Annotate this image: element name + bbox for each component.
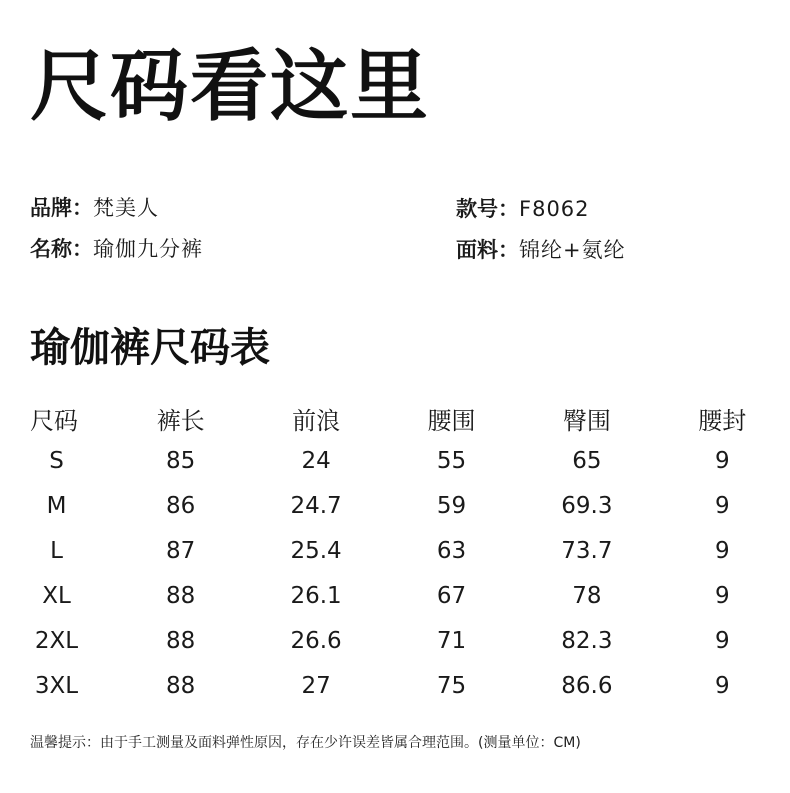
- header-pants-length: 裤长: [156, 406, 205, 435]
- size-chart-table: [0, 398, 790, 708]
- product-name-label: 名称：: [30, 237, 93, 261]
- fabric-value: 锦纶+氨纶: [519, 238, 626, 262]
- page-title: 尺码看这里: [30, 42, 431, 132]
- cell-size: M: [46, 492, 67, 519]
- brand-value: 梵美人: [93, 196, 159, 220]
- product-name-info: [30, 239, 203, 260]
- cell-waistband: 9: [714, 582, 730, 609]
- cell-waist: 63: [436, 537, 467, 564]
- cell-waist: 67: [436, 582, 467, 609]
- table-row: [0, 663, 790, 708]
- table-row: [0, 483, 790, 528]
- header-size: 尺码: [30, 406, 78, 435]
- cell-size: 2XL: [34, 627, 79, 654]
- table-header-row: [0, 398, 790, 438]
- cell-pants-length: 87: [166, 537, 196, 564]
- cell-pants-length: 88: [166, 627, 196, 654]
- cell-front-rise: 27: [301, 672, 331, 699]
- product-name-value: 瑜伽九分裤: [93, 237, 203, 261]
- cell-waistband: 9: [714, 492, 730, 519]
- cell-hip: 78: [572, 582, 602, 609]
- fabric-info: [456, 240, 626, 261]
- model-label: 款号：: [456, 197, 519, 221]
- table-row: [0, 438, 790, 483]
- table-row: [0, 528, 790, 573]
- cell-pants-length: 86: [166, 492, 196, 519]
- cell-front-rise: 24: [301, 447, 331, 474]
- cell-pants-length: 85: [166, 447, 196, 474]
- header-front-rise: 前浪: [292, 406, 341, 435]
- cell-size: S: [49, 447, 64, 474]
- cell-pants-length: 88: [166, 582, 196, 609]
- cell-waist: 59: [436, 492, 467, 519]
- header-waistband: 腰封: [698, 406, 747, 435]
- cell-waist: 75: [436, 672, 467, 699]
- fabric-label: 面料：: [456, 238, 519, 262]
- cell-front-rise: 24.7: [290, 492, 342, 519]
- header-waist: 腰围: [427, 406, 476, 435]
- cell-hip: 65: [572, 447, 602, 474]
- cell-waist: 55: [436, 447, 467, 474]
- cell-waistband: 9: [714, 672, 730, 699]
- cell-size: XL: [42, 582, 71, 609]
- brand-info: [30, 198, 159, 219]
- cell-front-rise: 26.6: [290, 627, 342, 654]
- cell-hip: 86.6: [561, 672, 613, 699]
- cell-front-rise: 25.4: [290, 537, 342, 564]
- cell-waistband: 9: [714, 627, 730, 654]
- table-row: [0, 573, 790, 618]
- cell-waistband: 9: [714, 447, 730, 474]
- cell-hip: 82.3: [561, 627, 613, 654]
- measurement-note: 温馨提示：由于手工测量及面料弹性原因，存在少许误差皆属合理范围。(测量单位：CM): [30, 735, 581, 751]
- cell-waist: 71: [436, 627, 467, 654]
- cell-hip: 73.7: [561, 537, 613, 564]
- brand-label: 品牌：: [30, 196, 93, 220]
- size-chart-title: 瑜伽裤尺码表: [30, 325, 270, 371]
- table-row: [0, 618, 790, 663]
- cell-pants-length: 88: [166, 672, 196, 699]
- model-info: [456, 199, 590, 220]
- header-hip: 臀围: [562, 406, 611, 435]
- model-value: F8062: [519, 197, 590, 221]
- cell-size: L: [50, 537, 63, 564]
- cell-hip: 69.3: [561, 492, 613, 519]
- cell-front-rise: 26.1: [290, 582, 342, 609]
- cell-waistband: 9: [714, 537, 730, 564]
- cell-size: 3XL: [34, 672, 79, 699]
